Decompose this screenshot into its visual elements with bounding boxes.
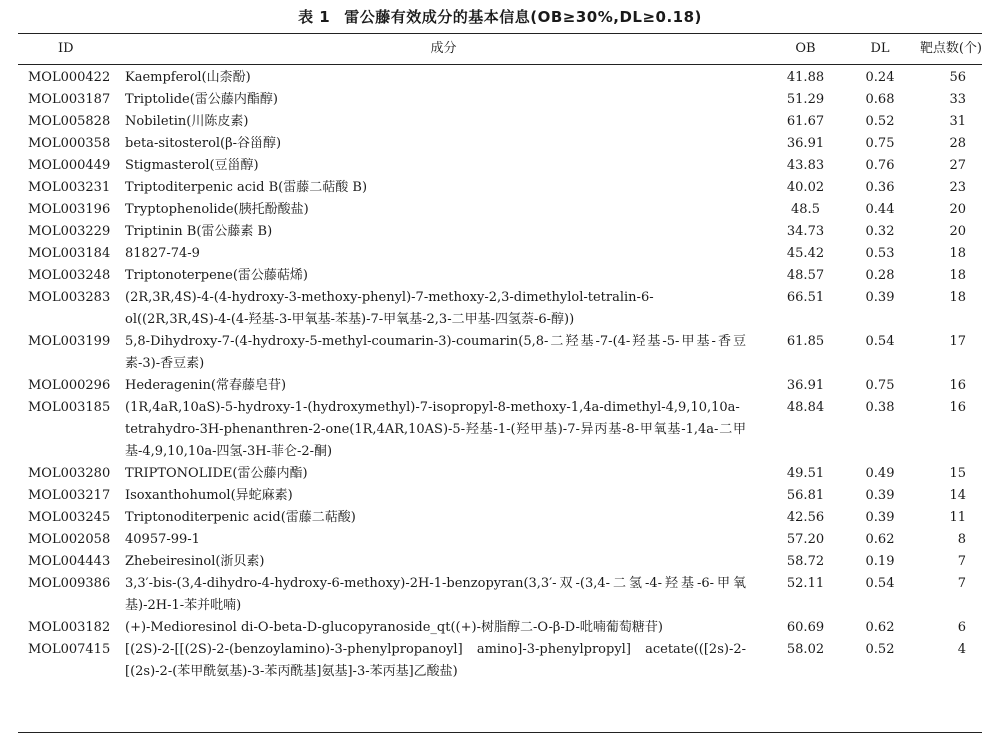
table-row <box>18 199 982 221</box>
component-name: Triptonoterpene(雷公藤萜烯) <box>125 268 308 283</box>
dl-value: 0.49 <box>865 466 895 481</box>
column-header-dl: DL <box>870 41 890 56</box>
ob-value: 66.51 <box>786 290 825 305</box>
target-count: 18 <box>949 290 966 305</box>
dl-value: 0.75 <box>865 378 895 393</box>
component-name: Hederagenin(常春藤皂苷) <box>125 378 287 393</box>
component-id: MOL004443 <box>28 554 111 569</box>
ob-value: 57.20 <box>786 532 825 547</box>
target-count: 4 <box>957 642 966 657</box>
table-header-row <box>18 35 982 63</box>
target-count: 16 <box>949 378 966 393</box>
table-row <box>18 133 982 155</box>
dl-value: 0.39 <box>865 510 895 525</box>
component-id: MOL000358 <box>28 136 111 151</box>
ob-value: 60.69 <box>786 620 825 635</box>
component-name: (1R,4aR,10aS)-5-hydroxy-1-(hydroxymethyl)-7-isopropyl-8-methoxy-1,4a-dimethyl-4,9,10,10a-tetrahydro-3H-phenanthren-2-one(1R,4AR,10AS)-5-羟基-1-(羟甲基)-7-异丙基-8-甲氧基-1,4a-二甲基-4,9,10,10a-四氢-3H-菲仑-2-酮) <box>125 400 746 459</box>
table-row <box>18 177 982 199</box>
components-table <box>18 35 982 683</box>
table-row <box>18 551 982 573</box>
table-row <box>18 573 982 617</box>
table-bottom-rule <box>18 732 982 733</box>
ob-value: 58.72 <box>786 554 825 569</box>
component-id: MOL003280 <box>28 466 111 481</box>
ob-value: 40.02 <box>786 180 825 195</box>
component-id: MOL003196 <box>28 202 111 217</box>
table-row <box>18 331 982 375</box>
dl-value: 0.39 <box>865 290 895 305</box>
target-count: 8 <box>957 532 966 547</box>
table-row <box>18 89 982 111</box>
component-name: Tryptophenolide(胰托酚酸盐) <box>125 202 309 217</box>
target-count: 18 <box>949 268 966 283</box>
dl-value: 0.54 <box>865 334 895 349</box>
component-name: beta-sitosterol(β-谷甾醇) <box>125 136 282 151</box>
target-count: 17 <box>949 334 966 349</box>
component-id: MOL003199 <box>28 334 111 349</box>
component-name: 81827-74-9 <box>125 246 200 261</box>
component-id: MOL007415 <box>28 642 111 657</box>
target-count: 31 <box>949 114 966 129</box>
target-count: 16 <box>949 400 966 415</box>
ob-value: 51.29 <box>786 92 825 107</box>
target-count: 6 <box>957 620 966 635</box>
table-row <box>18 529 982 551</box>
table-row <box>18 265 982 287</box>
table-row <box>18 485 982 507</box>
table-body <box>18 63 982 683</box>
component-name: Kaempferol(山柰酚) <box>125 70 251 85</box>
ob-value: 42.56 <box>786 510 825 525</box>
ob-value: 36.91 <box>786 378 825 393</box>
target-count: 18 <box>949 246 966 261</box>
dl-value: 0.76 <box>865 158 895 173</box>
table-row <box>18 397 982 463</box>
component-id: MOL003185 <box>28 400 111 415</box>
ob-value: 43.83 <box>786 158 825 173</box>
column-header-targets: 靶点数(个) <box>919 41 982 56</box>
component-id: MOL003245 <box>28 510 111 525</box>
target-count: 56 <box>949 70 966 85</box>
dl-value: 0.38 <box>865 400 895 415</box>
table-top-rule <box>18 33 982 34</box>
component-name: (2R,3R,4S)-4-(4-hydroxy-3-methoxy-phenyl)-7-methoxy-2,3-dimethylol-tetralin-6-ol((2R,3R,4S)-4-(4-羟基-3-甲氧基-苯基)-7-甲氧基-2,3-二甲基-四氢萘-6-醇)) <box>125 290 654 327</box>
dl-value: 0.32 <box>865 224 895 239</box>
dl-value: 0.52 <box>865 642 895 657</box>
target-count: 15 <box>949 466 966 481</box>
component-id: MOL005828 <box>28 114 111 129</box>
target-count: 23 <box>949 180 966 195</box>
component-id: MOL000449 <box>28 158 111 173</box>
component-id: MOL002058 <box>28 532 111 547</box>
component-name: 5,8-Dihydroxy-7-(4-hydroxy-5-methyl-coumarin-3)-coumarin(5,8-二羟基-7-(4-羟基-5-甲基-香豆素-3)-香豆素) <box>125 334 746 371</box>
component-id: MOL003231 <box>28 180 111 195</box>
component-name: Triptolide(雷公藤内酯醇) <box>125 92 278 107</box>
target-count: 11 <box>949 510 966 525</box>
target-count: 28 <box>949 136 966 151</box>
table-row <box>18 221 982 243</box>
target-count: 7 <box>957 576 966 591</box>
component-name: Isoxanthohumol(异蛇麻素) <box>125 488 293 503</box>
dl-value: 0.62 <box>865 532 895 547</box>
dl-value: 0.75 <box>865 136 895 151</box>
ob-value: 41.88 <box>786 70 825 85</box>
ob-value: 58.02 <box>786 642 825 657</box>
ob-value: 48.5 <box>791 202 820 217</box>
component-name: TRIPTONOLIDE(雷公藤内酯) <box>125 466 308 481</box>
component-name: (+)-Medioresinol di-O-beta-D-glucopyranoside_qt((+)-树脂醇二-O-β-D-吡喃葡萄糖苷) <box>125 620 663 635</box>
table-row <box>18 617 982 639</box>
component-name: Nobiletin(川陈皮素) <box>125 114 249 129</box>
component-name: Zhebeiresinol(浙贝素) <box>125 554 265 569</box>
table-row <box>18 155 982 177</box>
target-count: 7 <box>957 554 966 569</box>
ob-value: 48.57 <box>786 268 825 283</box>
component-name: Stigmasterol(豆甾醇) <box>125 158 259 173</box>
dl-value: 0.24 <box>865 70 895 85</box>
table-row <box>18 375 982 397</box>
component-id: MOL003248 <box>28 268 111 283</box>
dl-value: 0.39 <box>865 488 895 503</box>
table-row <box>18 463 982 485</box>
table-caption-title: 雷公藤有效成分的基本信息(OB≥30%,DL≥0.18) <box>344 8 702 26</box>
table-row <box>18 243 982 265</box>
component-name: 3,3′-bis-(3,4-dihydro-4-hydroxy-6-methoxy)-2H-1-benzopyran(3,3′-双-(3,4-二氢-4-羟基-6-甲氧基)-2H-1-苯并吡喃) <box>125 576 746 613</box>
table-caption <box>0 6 1000 27</box>
column-header-ob: OB <box>795 41 816 56</box>
component-id: MOL003283 <box>28 290 111 305</box>
component-id: MOL000296 <box>28 378 111 393</box>
dl-value: 0.28 <box>865 268 895 283</box>
dl-value: 0.54 <box>865 576 895 591</box>
ob-value: 61.67 <box>786 114 825 129</box>
dl-value: 0.68 <box>865 92 895 107</box>
component-id: MOL003217 <box>28 488 111 503</box>
column-header-name: 成分 <box>430 41 457 56</box>
table-row <box>18 111 982 133</box>
ob-value: 48.84 <box>786 400 825 415</box>
component-name: Triptinin B(雷公藤素 B) <box>125 224 273 239</box>
ob-value: 45.42 <box>786 246 825 261</box>
target-count: 20 <box>949 202 966 217</box>
table-row <box>18 63 982 89</box>
component-id: MOL003184 <box>28 246 111 261</box>
dl-value: 0.53 <box>865 246 895 261</box>
dl-value: 0.19 <box>865 554 895 569</box>
component-name: [(2S)-2-[[(2S)-2-(benzoylamino)-3-phenylpropanoyl] amino]-3-phenylpropyl] acetate(([2s)-2-[(2s)-2-(苯甲酰氨基)-3-苯丙酰基]氨基]-3-苯丙基]乙酸盐) <box>125 642 746 679</box>
dl-value: 0.52 <box>865 114 895 129</box>
ob-value: 36.91 <box>786 136 825 151</box>
target-count: 33 <box>949 92 966 107</box>
table-row <box>18 287 982 331</box>
ob-value: 56.81 <box>786 488 825 503</box>
target-count: 27 <box>949 158 966 173</box>
table-caption-label: 表 1 <box>298 8 331 26</box>
dl-value: 0.62 <box>865 620 895 635</box>
component-id: MOL003187 <box>28 92 111 107</box>
dl-value: 0.44 <box>865 202 895 217</box>
target-count: 14 <box>949 488 966 503</box>
component-name: Triptonoditerpenic acid(雷藤二萜酸) <box>125 510 356 525</box>
ob-value: 61.85 <box>786 334 825 349</box>
component-id: MOL003229 <box>28 224 111 239</box>
component-id: MOL000422 <box>28 70 111 85</box>
column-header-id: ID <box>58 41 74 56</box>
ob-value: 52.11 <box>786 576 825 591</box>
table-row <box>18 507 982 529</box>
table-row <box>18 639 982 683</box>
component-name: 40957-99-1 <box>125 532 200 547</box>
dl-value: 0.36 <box>865 180 895 195</box>
target-count: 20 <box>949 224 966 239</box>
ob-value: 49.51 <box>786 466 825 481</box>
ob-value: 34.73 <box>786 224 825 239</box>
component-id: MOL009386 <box>28 576 111 591</box>
component-id: MOL003182 <box>28 620 111 635</box>
component-name: Triptoditerpenic acid B(雷藤二萜酸 B) <box>125 180 368 195</box>
